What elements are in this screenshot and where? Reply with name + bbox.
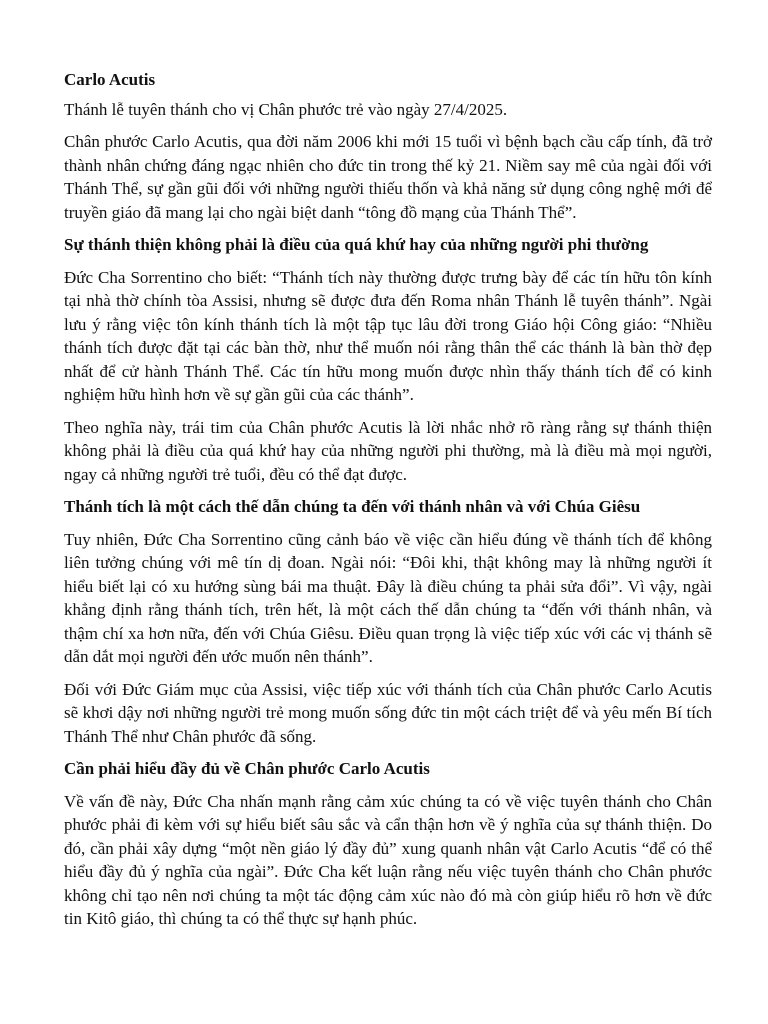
document-page	[64, 68, 712, 940]
document-title: Carlo Acutis	[64, 70, 156, 89]
paragraph: Về vấn đề này, Đức Cha nhấn mạnh rằng cảm xúc chúng ta có về việc tuyên thánh cho Chân phước phải đi kèm với sự hiểu biết sâu sắc và cẩn thận hơn về ý nghĩa của sự thánh thiện. Do đó, cần phải xây dựng “một nền giáo lý đầy đủ” xung quanh nhân vật Carlo Acutis “để có thể hiểu đầy đủ ý nghĩa của ngài”. Đức Cha kết luận rằng nếu việc tuyên thánh cho Chân phước không chỉ tạo nên nơi chúng ta một tác động cảm xúc nào đó mà còn giúp hiểu rõ hơn về đức tin Kitô giáo, thì chúng ta có thể thực sự hạnh phúc.	[64, 791, 712, 928]
paragraph: Tuy nhiên, Đức Cha Sorrentino cũng cảnh báo về việc cần hiểu đúng về thánh tích để không liên tưởng chúng với mê tín dị đoan. Ngài nói: “Đôi khi, thật không may là những người ít hiểu biết lại có xu hướng sùng bái ma thuật. Đây là điều chúng ta phải sửa đổi”. Vì vậy, ngài khẳng định rằng thánh tích, trên hết, là một cách thế dẫn chúng ta “đến với thánh nhân, và thậm chí xa hơn nữa, đến với Chúa Giêsu. Điều quan trọng là việc tiếp xúc với các vị thánh sẽ dẫn dắt mọi người đến ước muốn nên thánh”.	[64, 529, 712, 666]
paragraph: Chân phước Carlo Acutis, qua đời năm 2006 khi mới 15 tuổi vì bệnh bạch cầu cấp tính, đã trở thành nhân chứng đáng ngạc nhiên cho đức tin trong thế kỷ 21. Niềm say mê của ngài đối với Thánh Thể, sự gần gũi đối với những người thiếu thốn và khả năng sử dụng công nghệ mới để truyền giáo đã mang lại cho ngài biệt danh “tông đồ mạng của Thánh Thể”.	[64, 132, 712, 222]
paragraph: Đối với Đức Giám mục của Assisi, việc tiếp xúc với thánh tích của Chân phước Carlo Acutis sẽ khơi dậy nơi những người trẻ mong muốn sống đức tin một cách triệt để và yêu mến Bí tích Thánh Thể như Chân phước đã sống.	[64, 679, 712, 746]
section-heading: Thánh tích là một cách thế dẫn chúng ta đến với thánh nhân và với Chúa Giêsu	[64, 497, 641, 516]
intro-line: Thánh lễ tuyên thánh cho vị Chân phước trẻ vào ngày 27/4/2025.	[64, 99, 508, 119]
paragraph: Đức Cha Sorrentino cho biết: “Thánh tích này thường được trưng bày để các tín hữu tôn kính tại nhà thờ chính tòa Assisi, nhưng sẽ được đưa đến Roma nhân Thánh lễ tuyên thánh”. Ngài lưu ý rằng việc tôn kính thánh tích là một tập tục lâu đời trong Giáo hội Công giáo: “Nhiều thánh tích được đặt tại các bàn thờ, như thể muốn nói rằng thân thể các thánh là bàn thờ đẹp nhất để cử hành Thánh Thể. Các tín hữu mong muốn được nhìn thấy thánh tích để có kinh nghiệm hữu hình hơn về sự gần gũi của các thánh”.	[64, 267, 712, 404]
section-heading: Sự thánh thiện không phải là điều của quá khứ hay của những người phi thường	[64, 235, 649, 254]
section-heading: Cần phải hiểu đầy đủ về Chân phước Carlo Acutis	[64, 759, 430, 778]
paragraph: Theo nghĩa này, trái tim của Chân phước Acutis là lời nhắc nhở rõ ràng rằng sự thánh thiện không phải là điều của quá khứ hay của những người phi thường, mà là điều mà mọi người, ngay cả những người trẻ tuổi, đều có thể đạt được.	[64, 417, 712, 484]
